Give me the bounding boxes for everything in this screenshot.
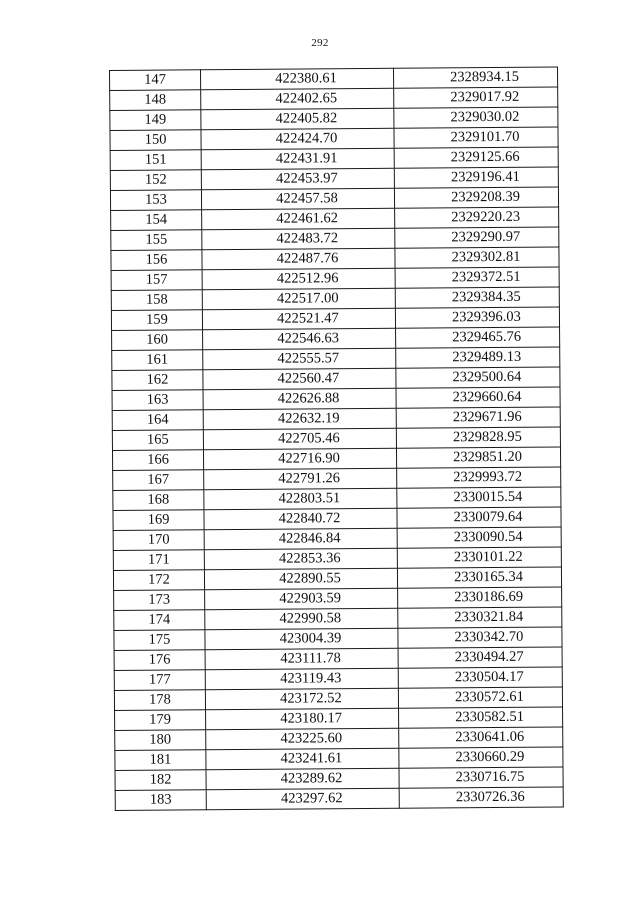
table-row bbox=[111, 307, 559, 331]
table-row bbox=[113, 507, 561, 531]
table-row bbox=[114, 667, 562, 691]
table-row bbox=[112, 407, 560, 431]
x-coordinate-cell: 422457.58 bbox=[201, 188, 394, 210]
table-row bbox=[111, 207, 559, 231]
x-coordinate-cell: 423297.62 bbox=[206, 788, 399, 810]
table-row bbox=[112, 367, 560, 391]
y-coordinate-cell: 2329993.72 bbox=[397, 467, 561, 488]
point-number-cell: 171 bbox=[113, 550, 204, 571]
table-row bbox=[111, 267, 559, 291]
x-coordinate-cell: 422521.47 bbox=[202, 308, 395, 330]
y-coordinate-cell: 2329828.95 bbox=[396, 427, 560, 448]
point-number-cell: 163 bbox=[112, 390, 203, 411]
point-number-cell: 165 bbox=[112, 430, 203, 451]
point-number-cell: 166 bbox=[112, 450, 203, 471]
x-coordinate-cell: 423289.62 bbox=[206, 768, 399, 790]
x-coordinate-cell: 422424.70 bbox=[201, 128, 394, 150]
x-coordinate-cell: 422380.61 bbox=[201, 68, 394, 90]
y-coordinate-cell: 2330504.17 bbox=[398, 667, 562, 688]
point-number-cell: 176 bbox=[114, 650, 205, 671]
x-coordinate-cell: 422705.46 bbox=[203, 428, 396, 450]
table-row bbox=[115, 747, 563, 771]
y-coordinate-cell: 2329125.66 bbox=[394, 147, 558, 168]
x-coordinate-cell: 422903.59 bbox=[205, 588, 398, 610]
x-coordinate-cell: 422632.19 bbox=[203, 408, 396, 430]
y-coordinate-cell: 2329396.03 bbox=[395, 307, 559, 328]
y-coordinate-cell: 2329290.97 bbox=[395, 227, 559, 248]
x-coordinate-cell: 422846.84 bbox=[204, 528, 397, 550]
x-coordinate-cell: 422517.00 bbox=[202, 288, 395, 310]
y-coordinate-cell: 2329302.81 bbox=[395, 247, 559, 268]
point-number-cell: 173 bbox=[114, 590, 205, 611]
page-number: 292 bbox=[311, 37, 329, 49]
x-coordinate-cell: 423172.52 bbox=[205, 688, 398, 710]
point-number-cell: 148 bbox=[110, 90, 201, 111]
y-coordinate-cell: 2330716.75 bbox=[399, 767, 563, 788]
point-number-cell: 164 bbox=[112, 410, 203, 431]
y-coordinate-cell: 2329671.96 bbox=[396, 407, 560, 428]
y-coordinate-cell: 2330660.29 bbox=[399, 747, 563, 768]
point-number-cell: 162 bbox=[112, 370, 203, 391]
y-coordinate-cell: 2330342.70 bbox=[398, 627, 562, 648]
y-coordinate-cell: 2329220.23 bbox=[395, 207, 559, 228]
y-coordinate-cell: 2330582.51 bbox=[399, 707, 563, 728]
table-body bbox=[110, 67, 564, 810]
y-coordinate-cell: 2330079.64 bbox=[397, 507, 561, 528]
y-coordinate-cell: 2329017.92 bbox=[394, 87, 558, 108]
x-coordinate-cell: 422546.63 bbox=[203, 328, 396, 350]
table-row bbox=[112, 387, 560, 411]
point-number-cell: 155 bbox=[111, 230, 202, 251]
x-coordinate-cell: 422461.62 bbox=[202, 208, 395, 230]
x-coordinate-cell: 422555.57 bbox=[203, 348, 396, 370]
point-number-cell: 169 bbox=[113, 510, 204, 531]
x-coordinate-cell: 422626.88 bbox=[203, 388, 396, 410]
y-coordinate-cell: 2329660.64 bbox=[396, 387, 560, 408]
x-coordinate-cell: 422716.90 bbox=[203, 448, 396, 470]
y-coordinate-cell: 2329030.02 bbox=[394, 107, 558, 128]
x-coordinate-cell: 422791.26 bbox=[204, 468, 397, 490]
table-row bbox=[110, 67, 558, 91]
table-row bbox=[111, 287, 559, 311]
point-number-cell: 170 bbox=[113, 530, 204, 551]
table-row bbox=[110, 107, 558, 131]
y-coordinate-cell: 2330186.69 bbox=[398, 587, 562, 608]
point-number-cell: 153 bbox=[110, 190, 201, 211]
table-row bbox=[112, 347, 560, 371]
point-number-cell: 167 bbox=[113, 470, 204, 491]
y-coordinate-cell: 2330321.84 bbox=[398, 607, 562, 628]
point-number-cell: 181 bbox=[115, 750, 206, 771]
point-number-cell: 157 bbox=[111, 270, 202, 291]
y-coordinate-cell: 2329208.39 bbox=[394, 187, 558, 208]
x-coordinate-cell: 422890.55 bbox=[204, 568, 397, 590]
table-row bbox=[110, 87, 558, 111]
table-row bbox=[113, 527, 561, 551]
table-row bbox=[113, 567, 561, 591]
x-coordinate-cell: 422405.82 bbox=[201, 108, 394, 130]
y-coordinate-cell: 2329500.64 bbox=[396, 367, 560, 388]
x-coordinate-cell: 423111.78 bbox=[205, 648, 398, 670]
y-coordinate-cell: 2330572.61 bbox=[398, 687, 562, 708]
point-number-cell: 172 bbox=[113, 570, 204, 591]
point-number-cell: 161 bbox=[112, 350, 203, 371]
x-coordinate-cell: 422402.65 bbox=[201, 88, 394, 110]
table-row bbox=[110, 147, 558, 171]
y-coordinate-cell: 2328934.15 bbox=[393, 67, 557, 88]
x-coordinate-cell: 423180.17 bbox=[206, 708, 399, 730]
table-row bbox=[112, 447, 560, 471]
table-row bbox=[114, 587, 562, 611]
x-coordinate-cell: 422487.76 bbox=[202, 248, 395, 270]
point-number-cell: 174 bbox=[114, 610, 205, 631]
x-coordinate-cell: 422853.36 bbox=[204, 548, 397, 570]
table-row bbox=[113, 487, 561, 511]
table-row bbox=[111, 247, 559, 271]
point-number-cell: 177 bbox=[114, 670, 205, 691]
x-coordinate-cell: 422990.58 bbox=[205, 608, 398, 630]
table-row bbox=[111, 227, 559, 251]
coordinate-table bbox=[109, 66, 564, 811]
x-coordinate-cell: 422803.51 bbox=[204, 488, 397, 510]
table-row bbox=[112, 427, 560, 451]
x-coordinate-cell: 422431.91 bbox=[201, 148, 394, 170]
table-row bbox=[114, 627, 562, 651]
y-coordinate-cell: 2329101.70 bbox=[394, 127, 558, 148]
y-coordinate-cell: 2330165.34 bbox=[397, 567, 561, 588]
y-coordinate-cell: 2329489.13 bbox=[396, 347, 560, 368]
table-row bbox=[115, 767, 563, 791]
point-number-cell: 154 bbox=[111, 210, 202, 231]
x-coordinate-cell: 422560.47 bbox=[203, 368, 396, 390]
x-coordinate-cell: 423119.43 bbox=[205, 668, 398, 690]
table-row bbox=[114, 607, 562, 631]
table-row bbox=[112, 327, 560, 351]
y-coordinate-cell: 2330726.36 bbox=[399, 787, 563, 808]
point-number-cell: 150 bbox=[110, 130, 201, 151]
y-coordinate-cell: 2329465.76 bbox=[396, 327, 560, 348]
table-row bbox=[110, 167, 558, 191]
table-row bbox=[115, 727, 563, 751]
table-row bbox=[110, 127, 558, 151]
table-row bbox=[115, 787, 563, 811]
point-number-cell: 159 bbox=[111, 310, 202, 331]
point-number-cell: 158 bbox=[111, 290, 202, 311]
y-coordinate-cell: 2330015.54 bbox=[397, 487, 561, 508]
point-number-cell: 149 bbox=[110, 110, 201, 131]
table-row bbox=[114, 687, 562, 711]
x-coordinate-cell: 423225.60 bbox=[206, 728, 399, 750]
x-coordinate-cell: 422512.96 bbox=[202, 268, 395, 290]
point-number-cell: 152 bbox=[110, 170, 201, 191]
point-number-cell: 156 bbox=[111, 250, 202, 271]
x-coordinate-cell: 423004.39 bbox=[205, 628, 398, 650]
point-number-cell: 178 bbox=[114, 690, 205, 711]
point-number-cell: 175 bbox=[114, 630, 205, 651]
point-number-cell: 183 bbox=[115, 790, 206, 811]
y-coordinate-cell: 2330641.06 bbox=[399, 727, 563, 748]
x-coordinate-cell: 422453.97 bbox=[201, 168, 394, 190]
table-row bbox=[115, 707, 563, 731]
x-coordinate-cell: 422840.72 bbox=[204, 508, 397, 530]
point-number-cell: 179 bbox=[115, 710, 206, 731]
y-coordinate-cell: 2329196.41 bbox=[394, 167, 558, 188]
point-number-cell: 168 bbox=[113, 490, 204, 511]
point-number-cell: 151 bbox=[110, 150, 201, 171]
x-coordinate-cell: 422483.72 bbox=[202, 228, 395, 250]
point-number-cell: 160 bbox=[112, 330, 203, 351]
y-coordinate-cell: 2330090.54 bbox=[397, 527, 561, 548]
y-coordinate-cell: 2329384.35 bbox=[395, 287, 559, 308]
table-row bbox=[110, 187, 558, 211]
table-row bbox=[113, 467, 561, 491]
y-coordinate-cell: 2329851.20 bbox=[396, 447, 560, 468]
x-coordinate-cell: 423241.61 bbox=[206, 748, 399, 770]
y-coordinate-cell: 2330101.22 bbox=[397, 547, 561, 568]
table-row bbox=[114, 647, 562, 671]
table-row bbox=[113, 547, 561, 571]
point-number-cell: 147 bbox=[110, 70, 201, 91]
y-coordinate-cell: 2329372.51 bbox=[395, 267, 559, 288]
point-number-cell: 180 bbox=[115, 730, 206, 751]
y-coordinate-cell: 2330494.27 bbox=[398, 647, 562, 668]
point-number-cell: 182 bbox=[115, 770, 206, 791]
